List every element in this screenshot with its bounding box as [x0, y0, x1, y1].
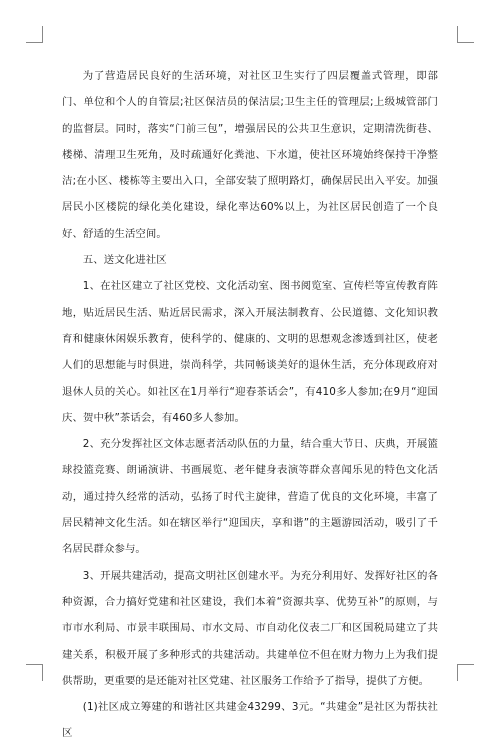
- document-body: [62, 63, 438, 747]
- crop-mark-bottom-right: [457, 664, 474, 681]
- paragraph-item-3: 3、开展共建活动，提高文明社区创建水平。为充分利用好、发挥好社区的各种资源，合力搞好党建和社区建设，我们本着“资源共享、优势互补”的原则，与市市水利局、市景丰联围局、市水文局、市自动化仪表二厂和区国税局建立了共建关系，积极开展了多种形式的共建活动。共建单位不但在财力物力上为我们提供帮助，更重要的是还能对社区党建、社区服务工作给予了指导，提供了方便。: [62, 569, 438, 687]
- crop-mark-top-right: [457, 26, 474, 43]
- section-heading-culture: 五、送文化进社区: [82, 254, 167, 267]
- paragraph-sanitation: 为了营造居民良好的生活环境，对社区卫生实行了四层覆盖式管理，即部门、单位和个人的自管层;社区保洁员的保洁层;卫生主任的管理层;上级城管部门的监督层。同时，落实“门前三包”，增强居民的公共卫生意识，定期清洗街巷、楼梯、清理卫生死角，及时疏通好化粪池、下水道，使社区环境始终保持干净整洁;在小区、楼栋等主要出入口，全部安装了照明路灯，确保居民出入平安。加强居民小区楼院的绿化美化建设，绿化率达60%以上，为社区居民创造了一个良好、舒适的生活空间。: [62, 70, 438, 240]
- paragraph-item-1: 1、在社区建立了社区党校、文化活动室、图书阅览室、宣传栏等宣传教育阵地，贴近居民生活、贴近居民需求，深入开展法制教育、公民道德、文化知识教育和健康休闲娱乐教育，使科学的、健康的、文明的思想观念渗透到社区，使老人们的思想能与时俱进，崇尚科学，共同畅谈美好的退休生活，充分体现政府对退休人员的关心。如社区在1月举行“迎春茶话会”，有410多人参加;在9月“迎国庆、贺中秋”茶话会，有460多人参加。: [62, 280, 438, 424]
- crop-mark-top-left: [26, 26, 43, 43]
- crop-mark-bottom-left: [26, 664, 43, 681]
- paragraph-item-2: 2、充分发挥社区文体志愿者活动队伍的力量，结合重大节日、庆典，开展篮球投篮竞赛、朗诵演讲、书画展览、老年健身表演等群众喜闻乐见的特色文化活动，通过持久经常的活动，弘扬了时代主旋律，营造了优良的文化环境，丰富了居民精神文化生活。如在辖区举行“迎国庆，享和谐”的主题游园活动，吸引了千名居民群众参与。: [62, 438, 438, 556]
- paragraph-subitem-1: (1)社区成立筹建的和谐社区共建金43299、3元。“共建金”是社区为帮扶社区: [62, 701, 438, 740]
